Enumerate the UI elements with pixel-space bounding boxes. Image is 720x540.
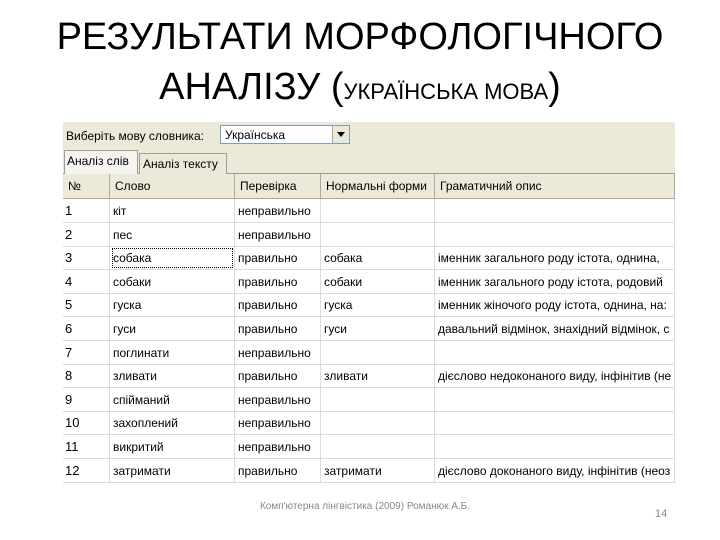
language-toolbar [63, 122, 675, 150]
table-row[interactable] [63, 293, 675, 317]
grammar-cell[interactable]: давальний відмінок, знахідний відмінок, с [435, 317, 675, 341]
check-cell[interactable]: правильно [235, 246, 321, 270]
normal-form-cell[interactable] [321, 435, 435, 459]
normal-form-cell[interactable]: зливати [321, 364, 435, 388]
column-header-number[interactable]: № [63, 174, 110, 199]
chevron-down-icon[interactable] [332, 126, 349, 143]
row-number[interactable]: 5 [63, 293, 110, 317]
table-row[interactable] [63, 364, 675, 388]
title-part-start: АНАЛІЗУ ( [159, 66, 344, 108]
check-cell[interactable]: неправильно [235, 388, 321, 412]
column-header-word[interactable]: Слово [110, 174, 235, 199]
normal-form-cell[interactable] [321, 223, 435, 247]
results-table [63, 174, 675, 484]
grammar-cell[interactable]: іменник жіночого роду істота, однина, на: [435, 293, 675, 317]
grammar-cell[interactable] [435, 199, 675, 223]
row-number[interactable]: 3 [63, 246, 110, 270]
row-number[interactable]: 6 [63, 317, 110, 341]
normal-form-cell[interactable] [321, 341, 435, 365]
word-cell[interactable]: захоплений [110, 411, 235, 435]
table-row[interactable] [63, 270, 675, 294]
check-cell[interactable]: правильно [235, 459, 321, 483]
check-cell[interactable]: правильно [235, 317, 321, 341]
table-row[interactable] [63, 223, 675, 247]
grammar-cell[interactable]: іменник загального роду істота, родовий [435, 270, 675, 294]
tab-bar [63, 150, 675, 174]
row-number[interactable]: 9 [63, 388, 110, 412]
column-header-normal-forms[interactable]: Нормальні форми [321, 174, 435, 199]
check-cell[interactable]: неправильно [235, 411, 321, 435]
table-row[interactable] [63, 199, 675, 223]
normal-form-cell[interactable] [321, 199, 435, 223]
normal-form-cell[interactable]: гуска [321, 293, 435, 317]
word-cell[interactable]: викритий [110, 435, 235, 459]
row-number[interactable]: 10 [63, 411, 110, 435]
row-number[interactable]: 1 [63, 199, 110, 223]
grammar-cell[interactable] [435, 435, 675, 459]
grammar-cell[interactable]: іменник загального роду істота, однина, [435, 246, 675, 270]
word-cell[interactable]: зливати [110, 364, 235, 388]
table-row[interactable] [63, 246, 675, 270]
tab-text-analysis[interactable]: Аналіз тексту [139, 153, 227, 174]
word-cell[interactable]: гуска [110, 293, 235, 317]
grammar-cell[interactable] [435, 341, 675, 365]
row-number[interactable]: 11 [63, 435, 110, 459]
language-select[interactable] [220, 125, 350, 144]
check-cell[interactable]: неправильно [235, 341, 321, 365]
title-part-end: ) [548, 66, 561, 108]
page-number: 14 [655, 508, 668, 520]
table-row[interactable] [63, 435, 675, 459]
app-screenshot-panel [63, 122, 675, 484]
row-number[interactable]: 7 [63, 341, 110, 365]
table-row[interactable] [63, 411, 675, 435]
check-cell[interactable]: правильно [235, 270, 321, 294]
grammar-cell[interactable]: дієслово доконаного виду, інфінітив (неоз [435, 459, 675, 483]
check-cell[interactable]: неправильно [235, 199, 321, 223]
word-cell[interactable]: собаки [110, 270, 235, 294]
normal-form-cell[interactable]: собаки [321, 270, 435, 294]
language-select-value: Українська [225, 128, 286, 142]
table-row[interactable] [63, 317, 675, 341]
row-number[interactable]: 8 [63, 364, 110, 388]
column-header-check[interactable]: Перевірка [235, 174, 321, 199]
check-cell[interactable]: неправильно [235, 435, 321, 459]
word-cell[interactable]: затримати [110, 459, 235, 483]
grammar-cell[interactable] [435, 411, 675, 435]
normal-form-cell[interactable]: гуси [321, 317, 435, 341]
language-label: Виберіть мову словника: [66, 129, 204, 143]
word-cell[interactable]: пес [110, 223, 235, 247]
check-cell[interactable]: неправильно [235, 223, 321, 247]
row-number[interactable]: 4 [63, 270, 110, 294]
slide-title-line2 [0, 64, 720, 115]
grammar-cell[interactable] [435, 223, 675, 247]
check-cell[interactable]: правильно [235, 364, 321, 388]
title-part-small: УКРАЇНСЬКА МОВА [343, 79, 549, 104]
grammar-cell[interactable] [435, 388, 675, 412]
normal-form-cell[interactable] [321, 411, 435, 435]
word-cell[interactable]: кіт [110, 199, 235, 223]
slide-title-line1: РЕЗУЛЬТАТИ МОРФОЛОГІЧНОГО [56, 16, 664, 58]
table-row[interactable] [63, 388, 675, 412]
row-number[interactable]: 2 [63, 223, 110, 247]
normal-form-cell[interactable] [321, 388, 435, 412]
normal-form-cell[interactable]: затримати [321, 459, 435, 483]
word-cell[interactable]: поглинати [110, 341, 235, 365]
column-header-grammar[interactable]: Граматичний опис [435, 174, 675, 199]
tab-word-analysis[interactable]: Аналіз слів [64, 150, 138, 174]
table-row[interactable] [63, 459, 675, 483]
row-number[interactable]: 12 [63, 459, 110, 483]
normal-form-cell[interactable]: собака [321, 246, 435, 270]
check-cell[interactable]: правильно [235, 293, 321, 317]
word-cell[interactable]: собака [110, 246, 235, 270]
table-row[interactable] [63, 341, 675, 365]
word-cell[interactable]: гуси [110, 317, 235, 341]
word-cell[interactable]: спійманий [110, 388, 235, 412]
grammar-cell[interactable]: дієслово недоконаного виду, інфінітив (не [435, 364, 675, 388]
slide-footer: Комп'ютерна лінгвістика (2009) Романюк А.Б. [259, 501, 471, 512]
